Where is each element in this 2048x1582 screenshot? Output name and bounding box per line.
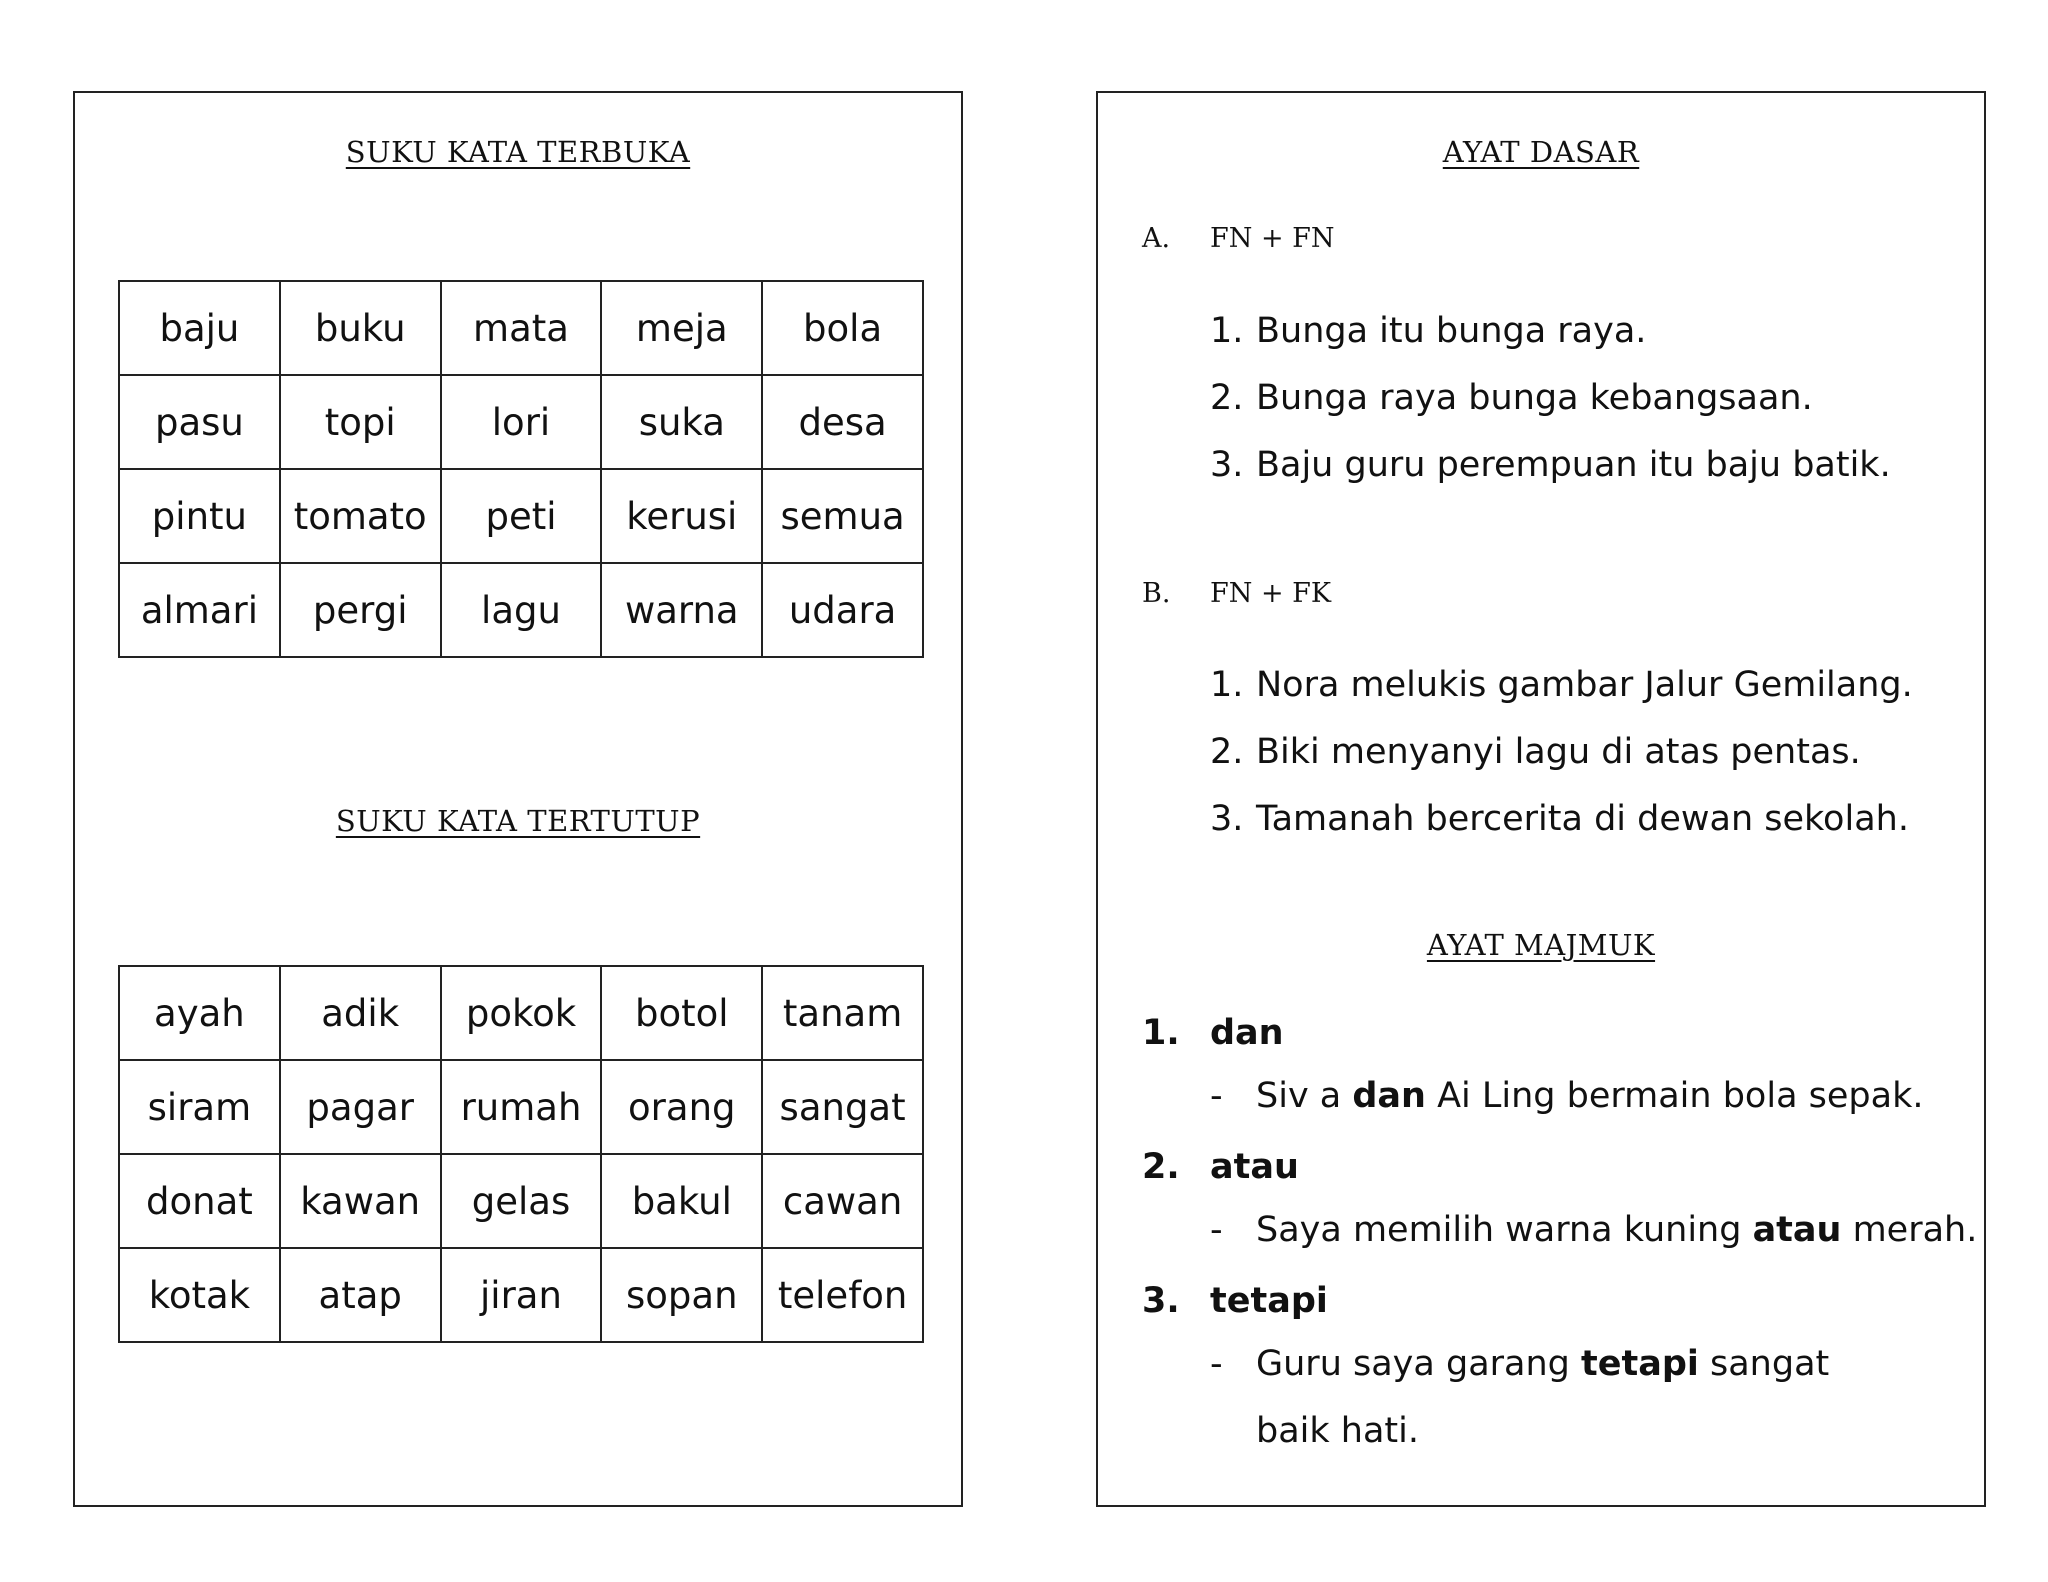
word-cell: kotak: [119, 1248, 280, 1342]
word-cell: baju: [119, 281, 280, 375]
word-cell: tomato: [280, 469, 441, 563]
open-syllable-table: [118, 280, 924, 658]
example-dan: - Siv a dan Ai Ling bermain bola sepak.: [1210, 1076, 1924, 1116]
word-cell: meja: [601, 281, 762, 375]
word-cell: lagu: [441, 563, 602, 657]
word-cell: pagar: [280, 1060, 441, 1154]
section-a-sentences: [1210, 298, 1970, 499]
sentence-item: 2. Biki menyanyi lagu di atas pentas.: [1210, 732, 1861, 772]
word-cell: udara: [762, 563, 923, 657]
table-row: [119, 469, 923, 563]
word-cell: suka: [601, 375, 762, 469]
word-cell: semua: [762, 469, 923, 563]
word-cell: botol: [601, 966, 762, 1060]
closed-syllable-table: [118, 965, 924, 1343]
sentence-item: 3. Baju guru perempuan itu baju batik.: [1210, 445, 1891, 485]
table-row: [119, 281, 923, 375]
word-cell: adik: [280, 966, 441, 1060]
word-cell: topi: [280, 375, 441, 469]
word-cell: bakul: [601, 1154, 762, 1248]
table-row: [119, 563, 923, 657]
example-tetapi: - Guru saya garang tetapi sangat baik hati.: [1210, 1344, 1830, 1451]
right-page: AYAT DASAR A. FN + FN 1. Bunga itu bunga raya. 2. Bunga raya bunga kebangsaan. 3. Baju guru perempuan itu baju batik. B. FN + FK 1. Nora melukis gambar Jalur Gemilang. 2. Biki menyanyi lagu di atas pentas. 3. Tamanah bercerita di dewan sekolah. AYAT MAJMUK 1. dan - Siv a dan Ai Ling bermain bola sepak. 2. atau - Saya memilih warna kuning atau merah. 3. tetapi - Guru saya garang tetapi sangat baik hati.: [1096, 91, 1986, 1507]
word-cell: almari: [119, 563, 280, 657]
word-cell: sangat: [762, 1060, 923, 1154]
word-cell: pokok: [441, 966, 602, 1060]
word-cell: tanam: [762, 966, 923, 1060]
word-cell: mata: [441, 281, 602, 375]
sentence-item: 2. Bunga raya bunga kebangsaan.: [1210, 378, 1813, 418]
example-atau: - Saya memilih warna kuning atau merah.: [1210, 1210, 1978, 1250]
word-cell: ayah: [119, 966, 280, 1060]
section-b-sentences: [1210, 652, 1970, 853]
table-row: [119, 966, 923, 1060]
section-b-pattern: FN + FK: [1210, 578, 1332, 609]
section-b-letter: B.: [1142, 578, 1171, 609]
table-row: [119, 375, 923, 469]
word-cell: lori: [441, 375, 602, 469]
word-cell: orang: [601, 1060, 762, 1154]
sentence-item: 3. Tamanah bercerita di dewan sekolah.: [1210, 799, 1909, 839]
word-cell: gelas: [441, 1154, 602, 1248]
word-cell: pintu: [119, 469, 280, 563]
word-cell: pasu: [119, 375, 280, 469]
word-cell: jiran: [441, 1248, 602, 1342]
word-cell: sopan: [601, 1248, 762, 1342]
word-cell: atap: [280, 1248, 441, 1342]
word-cell: cawan: [762, 1154, 923, 1248]
word-cell: bola: [762, 281, 923, 375]
left-page: [73, 91, 963, 1507]
word-cell: kawan: [280, 1154, 441, 1248]
word-cell: buku: [280, 281, 441, 375]
word-cell: warna: [601, 563, 762, 657]
word-cell: kerusi: [601, 469, 762, 563]
sentence-item: 1. Nora melukis gambar Jalur Gemilang.: [1210, 665, 1913, 705]
table-row: [119, 1060, 923, 1154]
word-cell: pergi: [280, 563, 441, 657]
sentence-item: 1. Bunga itu bunga raya.: [1210, 311, 1647, 351]
word-cell: rumah: [441, 1060, 602, 1154]
word-cell: siram: [119, 1060, 280, 1154]
closed-syllable-heading: SUKU KATA TERTUTUP: [335, 804, 701, 838]
word-cell: peti: [441, 469, 602, 563]
section-a-pattern: FN + FN: [1210, 223, 1335, 254]
basic-sentence-heading: AYAT DASAR: [1442, 135, 1640, 169]
compound-sentence-heading: AYAT MAJMUK: [1426, 928, 1656, 962]
table-row: [119, 1248, 923, 1342]
section-a-letter: A.: [1142, 223, 1171, 254]
word-cell: desa: [762, 375, 923, 469]
word-cell: donat: [119, 1154, 280, 1248]
word-cell: telefon: [762, 1248, 923, 1342]
table-row: [119, 1154, 923, 1248]
open-syllable-heading: SUKU KATA TERBUKA: [345, 135, 691, 169]
